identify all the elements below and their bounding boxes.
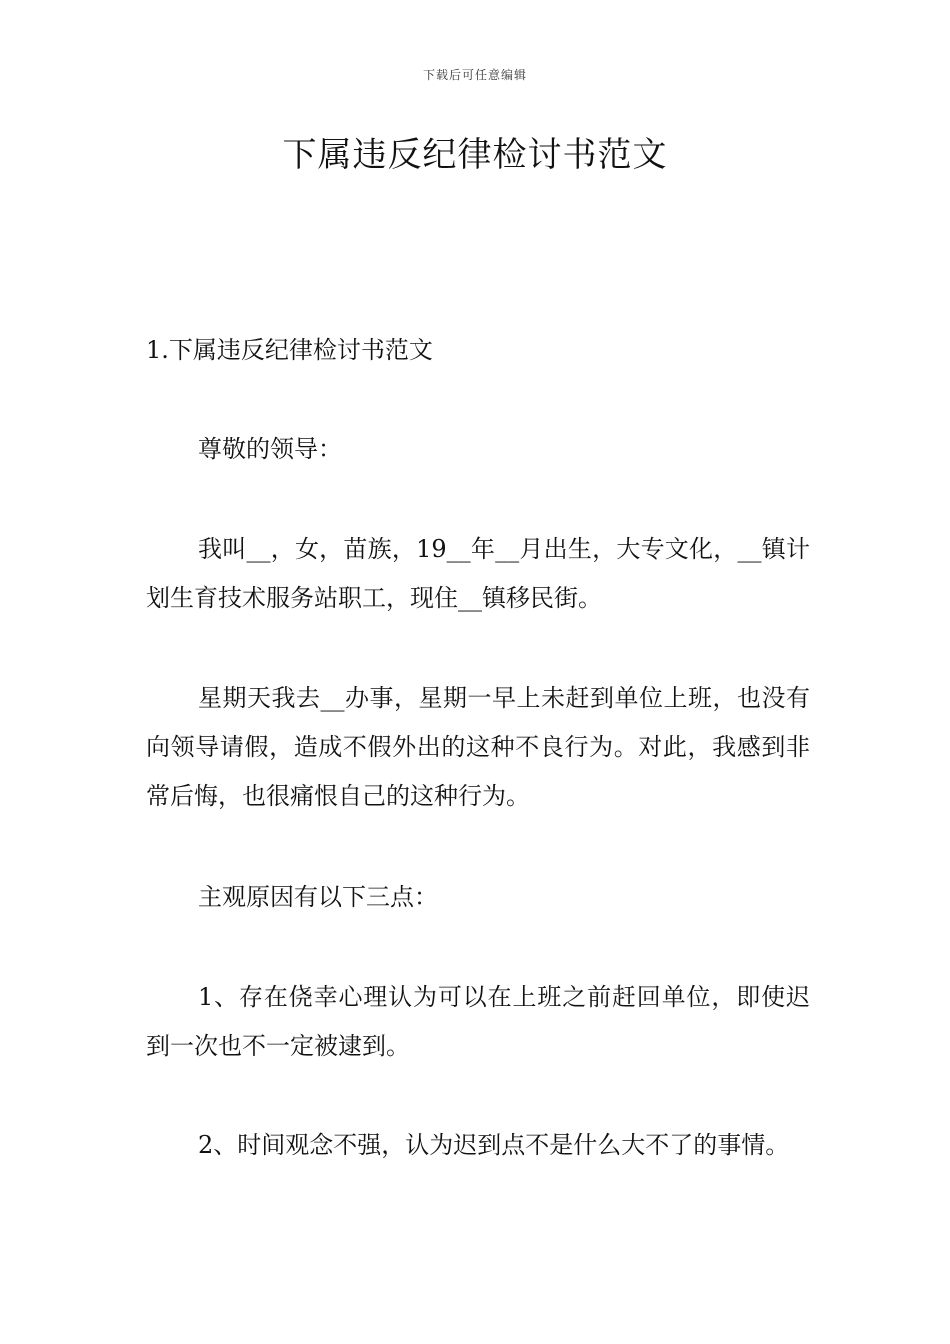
salutation: 尊敬的领导： — [198, 435, 342, 463]
page-header-note: 下载后可任意编辑 — [422, 68, 527, 82]
document-title: 下属违反纪律检讨书范文 — [282, 135, 668, 175]
paragraph-reasons-intro: 主观原因有以下三点： — [198, 883, 438, 911]
paragraph-incident: 星期天我去__办事，星期一早上未赶到单位上班，也没有向领导请假，造成不假外出的这种不良行为。对此，我感到非常后悔，也很痛恨自己的这种行为。 — [146, 684, 810, 810]
list-item: 1、存在侥幸心理认为可以在上班之前赶回单位，即使迟到一次也不一定被逮到。 — [146, 983, 810, 1060]
section-heading: 1.下属违反纪律检讨书范文 — [146, 336, 433, 364]
paragraph-personal-info: 我叫__，女，苗族，19__年__月出生，大专文化，__镇计划生育技术服务站职工，现住__镇移民街。 — [146, 535, 810, 612]
list-item: 2、时间观念不强，认为迟到点不是什么大不了的事情。 — [198, 1131, 790, 1159]
